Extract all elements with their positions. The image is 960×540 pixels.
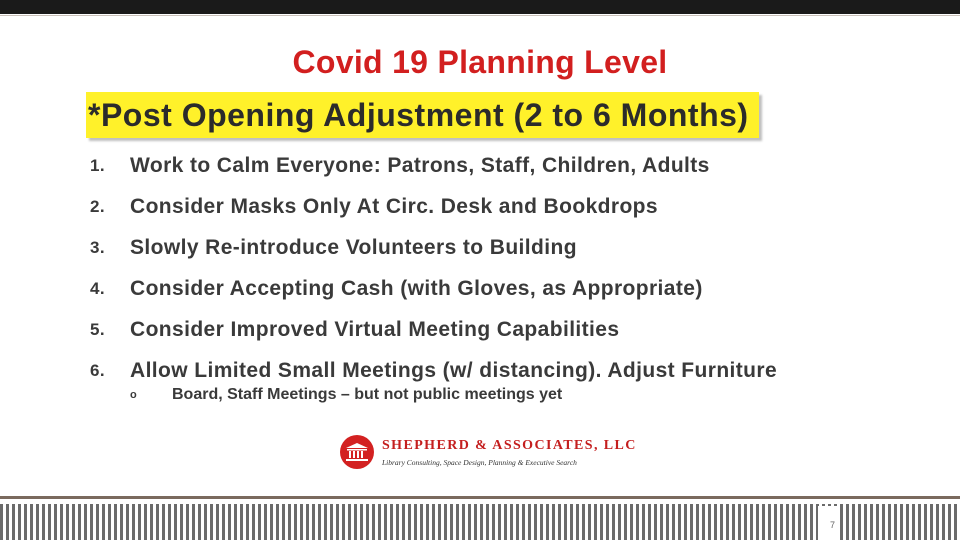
list-item-number: 4. bbox=[90, 278, 105, 298]
list-item bbox=[90, 145, 890, 186]
logo-company-name: SHEPHERD & ASSOCIATES, LLC bbox=[382, 437, 637, 453]
sub-list-item bbox=[130, 386, 562, 404]
list-item bbox=[90, 186, 890, 227]
list-item bbox=[90, 227, 890, 268]
list-item-text: Consider Accepting Cash (with Gloves, as Appropriate) bbox=[130, 276, 703, 300]
library-building-icon bbox=[340, 435, 374, 469]
list-item-text: Consider Improved Virtual Meeting Capabilities bbox=[130, 317, 620, 341]
list-item-text: Work to Calm Everyone: Patrons, Staff, Children, Adults bbox=[130, 153, 710, 177]
list-item-text: Allow Limited Small Meetings (w/ distancing). Adjust Furniture bbox=[130, 358, 778, 382]
page-number: 7 bbox=[818, 506, 838, 540]
list-item bbox=[90, 309, 890, 350]
list-item bbox=[90, 268, 890, 309]
logo-tagline: Library Consulting, Space Design, Planning & Executive Search bbox=[382, 457, 577, 467]
list-item-text: Consider Masks Only At Circ. Desk and Bookdrops bbox=[130, 194, 658, 218]
hollow-bullet-icon: o bbox=[130, 389, 137, 401]
list-item-number: 1. bbox=[90, 155, 105, 175]
slide-subtitle-highlight: *Post Opening Adjustment (2 to 6 Months) bbox=[86, 92, 759, 138]
sub-list-item-text: Board, Staff Meetings – but not public meetings yet bbox=[172, 386, 563, 403]
list-item-text: Slowly Re-introduce Volunteers to Building bbox=[130, 235, 577, 259]
top-divider bbox=[0, 15, 960, 16]
company-logo bbox=[340, 430, 637, 474]
list-item-number: 2. bbox=[90, 196, 105, 216]
list-item bbox=[90, 350, 890, 391]
numbered-list bbox=[90, 145, 890, 391]
top-bar bbox=[0, 0, 960, 14]
decorative-stripe-band bbox=[0, 504, 960, 540]
slide-title: Covid 19 Planning Level bbox=[292, 44, 668, 80]
list-item-number: 5. bbox=[90, 319, 105, 339]
list-item-number: 3. bbox=[90, 237, 105, 257]
bottom-divider bbox=[0, 496, 960, 499]
list-item-number: 6. bbox=[90, 360, 105, 380]
